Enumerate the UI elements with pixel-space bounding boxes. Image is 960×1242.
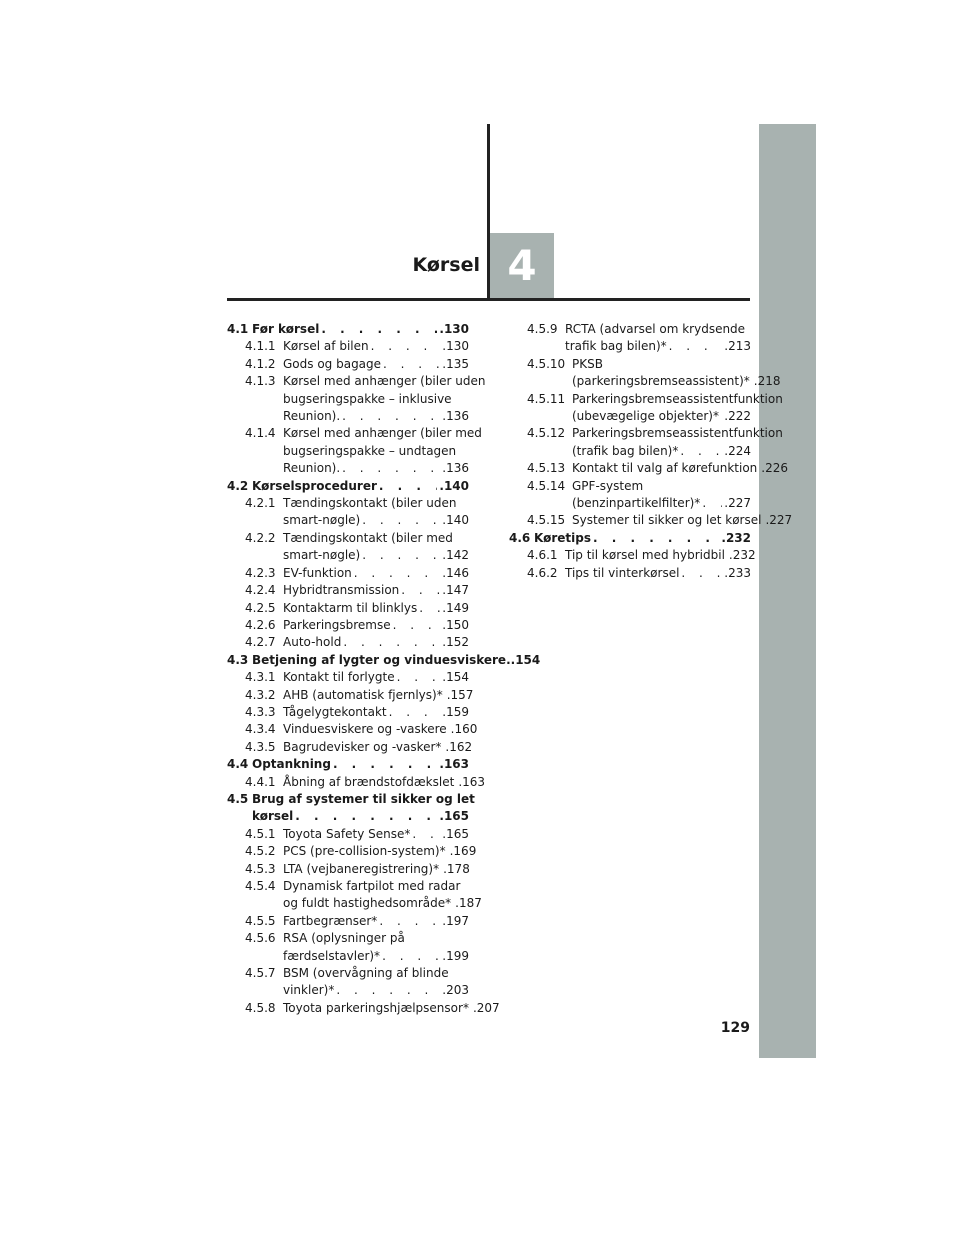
toc-section[interactable]: [227, 478, 469, 495]
toc-entry-text: AHB (automatisk fjernlys)*: [283, 687, 443, 702]
toc-subsection[interactable]: [509, 321, 751, 356]
toc-entry-text: BSM (overvågning af blinde: [283, 966, 449, 981]
chapter-number-box: [490, 233, 554, 298]
toc-page-ref: .160: [450, 722, 478, 737]
toc-entry-text: smart-nøgle): [283, 548, 361, 563]
toc-subsection[interactable]: [227, 634, 469, 651]
toc-subsection[interactable]: [227, 739, 473, 756]
toc-entry-text: bugseringspakke – inklusive: [283, 391, 452, 406]
toc-subsection[interactable]: [509, 425, 783, 460]
chapter-number: 4: [507, 241, 537, 290]
toc-entry-text: Toyota Safety Sense*: [283, 826, 411, 841]
toc-subsection[interactable]: [227, 373, 486, 425]
toc-entry-number: 4.3.2: [245, 687, 276, 702]
toc-dot-leader: [362, 512, 440, 529]
toc-dot-leader: [342, 408, 440, 425]
toc-dot-leader: [389, 704, 441, 721]
toc-entry-text: Parkeringsbremse: [283, 617, 391, 632]
toc-page-ref: .135: [442, 356, 469, 371]
toc-entry-text: (ubevægelige objekter)*: [572, 409, 719, 424]
toc-page-ref: .178: [443, 861, 470, 876]
toc-section[interactable]: [509, 530, 751, 547]
toc-page-ref: .165: [442, 826, 469, 841]
toc-subsection[interactable]: [227, 600, 469, 617]
toc-subsection[interactable]: [227, 826, 469, 843]
toc-subsection[interactable]: [227, 965, 469, 1000]
toc-page-ref: .232: [728, 548, 756, 563]
toc-page-ref: .136: [442, 409, 469, 424]
toc-entry-number: 4.5.3: [245, 861, 276, 876]
toc-dot-leader: [354, 565, 440, 582]
toc-entry-number: 4.4: [227, 757, 249, 772]
toc-entry-text: Reunion).: [283, 409, 341, 424]
toc-dot-leader: [397, 669, 441, 686]
toc-page-ref: .222: [724, 409, 751, 424]
toc-page-ref: .154: [442, 670, 469, 685]
toc-column-left: [227, 321, 541, 1017]
toc-entry-number: 4.2.5: [245, 600, 276, 615]
toc-page-ref: .149: [442, 600, 469, 615]
toc-subsection[interactable]: [509, 460, 788, 477]
toc-entry-text: Tips til vinterkørsel: [565, 565, 680, 580]
toc-entry-number: 4.2.4: [245, 583, 276, 598]
toc-subsection[interactable]: [227, 913, 469, 930]
toc-page-ref: .187: [455, 896, 482, 911]
toc-entry-text: Tændingskontakt (biler uden: [283, 496, 457, 511]
toc-entry-text: Auto-hold: [283, 635, 342, 650]
toc-entry-number: 4.5.10: [527, 356, 566, 371]
toc-entry-text: bugseringspakke – undtagen: [283, 443, 457, 458]
toc-entry-text: kørsel: [252, 809, 294, 824]
chapter-title: Kørsel: [412, 254, 480, 276]
toc-entry-number: 4.3.4: [245, 722, 276, 737]
toc-entry-number: 4.1.1: [245, 339, 276, 354]
toc-dot-leader: [379, 478, 437, 495]
toc-page-ref: .146: [442, 565, 469, 580]
toc-page-ref: .224: [724, 443, 751, 458]
toc-page-ref: .147: [442, 583, 469, 598]
toc-subsection[interactable]: [227, 861, 469, 878]
toc-dot-leader: [593, 530, 719, 547]
chapter-side-tab: [759, 124, 816, 1058]
toc-dot-leader: [681, 565, 722, 582]
toc-entry-text: Kørselsprocedurer: [252, 478, 377, 493]
toc-entry-number: 4.1: [227, 322, 249, 336]
toc-subsection[interactable]: [227, 617, 469, 634]
toc-subsection[interactable]: [227, 687, 474, 704]
toc-entry-number: 4.5.1: [245, 826, 276, 841]
toc-subsection[interactable]: [227, 565, 469, 582]
toc-entry-number: 4.1.3: [245, 374, 276, 389]
toc-dot-leader: [382, 948, 440, 965]
toc-entry-text: GPF-system: [572, 478, 644, 493]
toc-section[interactable]: [227, 321, 469, 338]
toc-entry-text: Betjening af lygter og vinduesviskere.: [252, 652, 511, 667]
toc-entry-number: 4.3.5: [245, 739, 276, 754]
toc-entry-number: 4.3.3: [245, 704, 276, 719]
toc-entry-text: Toyota parkeringshjælpsensor*: [283, 1000, 469, 1015]
toc-subsection[interactable]: [227, 774, 486, 791]
toc-entry-number: 4.5.15: [527, 513, 566, 528]
toc-page-ref: .154: [510, 652, 541, 667]
toc-page-ref: .130: [442, 339, 469, 354]
toc-page-ref: .218: [753, 374, 781, 389]
toc-entry-number: 4.6.2: [527, 565, 558, 580]
toc-entry-number: 4.5.6: [245, 931, 276, 946]
toc-subsection[interactable]: [227, 495, 469, 530]
toc-dot-leader: [342, 460, 440, 477]
toc-dot-leader: [333, 756, 437, 773]
toc-subsection[interactable]: [227, 1000, 500, 1017]
toc-entry-number: 4.1.2: [245, 356, 276, 371]
toc-entry-text: Parkeringsbremseassistentfunktion: [572, 391, 783, 406]
toc-entry-number: 4.2.1: [245, 496, 276, 511]
toc-dot-leader: [669, 338, 723, 355]
toc-entry-number: 4.3.1: [245, 670, 276, 685]
toc-subsection[interactable]: [227, 338, 469, 355]
toc-entry-number: 4.5.14: [527, 478, 566, 493]
toc-entry-text: Vinduesviskere og -vaskere: [283, 722, 447, 737]
toc-entry-number: 4.6: [509, 530, 531, 545]
toc-entry-text: trafik bag bilen)*: [565, 339, 667, 354]
toc-dot-leader: [393, 617, 441, 634]
toc-entry-text: smart-nøgle): [283, 513, 361, 528]
toc-entry-text: Dynamisk fartpilot med radar: [283, 879, 461, 893]
toc-dot-leader: [412, 826, 440, 843]
toc-entry-text: Tændingskontakt (biler med: [283, 530, 453, 545]
toc-dot-leader: [702, 495, 722, 512]
toc-entry-text: Hybridtransmission: [283, 583, 400, 598]
header-horizontal-rule: [227, 298, 750, 301]
toc-dot-leader: [336, 982, 440, 999]
toc-entry-number: 4.6.1: [527, 548, 558, 563]
toc-subsection[interactable]: [509, 478, 751, 513]
toc-entry-number: 4.5.13: [527, 461, 566, 476]
toc-dot-leader: [343, 634, 440, 651]
toc-page-ref: .232: [721, 530, 751, 545]
toc-entry-number: 4.5.5: [245, 913, 276, 928]
toc-dot-leader: [295, 808, 437, 825]
toc-entry-text: vinkler)*: [283, 983, 335, 998]
toc-entry-text: PCS (pre-collision-system)*: [283, 844, 446, 859]
toc-section[interactable]: [227, 756, 469, 773]
toc-subsection[interactable]: [509, 356, 781, 391]
toc-entry-text: Kørsel med anhænger (biler uden: [283, 374, 486, 389]
toc-page-ref: .165: [439, 809, 469, 824]
toc-page-ref: .227: [724, 496, 751, 511]
toc-dot-leader: [721, 408, 722, 425]
toc-subsection[interactable]: [227, 721, 478, 738]
toc-dot-leader: [362, 547, 440, 564]
toc-subsection[interactable]: [227, 425, 482, 477]
toc-page-ref: .136: [442, 461, 469, 476]
toc-entry-text: RCTA (advarsel om krydsende: [565, 322, 746, 336]
toc-page-ref: .163: [439, 757, 469, 772]
toc-subsection[interactable]: [227, 930, 469, 965]
toc-entry-number: 4.2.2: [245, 530, 276, 545]
toc-subsection[interactable]: [227, 843, 477, 860]
toc-page-ref: .197: [442, 913, 469, 928]
toc-page-ref: .213: [724, 339, 751, 354]
toc-dot-leader: [379, 913, 440, 930]
toc-subsection[interactable]: [509, 391, 783, 426]
toc-page-ref: .207: [472, 1000, 500, 1015]
toc-subsection[interactable]: [227, 582, 469, 599]
toc-page-ref: .227: [765, 513, 793, 528]
toc-subsection[interactable]: [227, 669, 469, 686]
toc-entry-text: Før kørsel: [252, 322, 320, 336]
toc-entry-text: Fartbegrænser*: [283, 913, 378, 928]
toc-entry-number: 4.2.6: [245, 617, 276, 632]
toc-subsection[interactable]: [227, 356, 469, 373]
toc-page-ref: .163: [458, 774, 486, 789]
toc-column-right: [509, 321, 793, 582]
toc-page-ref: .150: [442, 617, 469, 632]
toc-entry-number: 4.2: [227, 478, 249, 493]
toc-page-ref: .233: [724, 565, 751, 580]
toc-entry-text: PKSB: [572, 356, 603, 371]
toc-entry-text: EV-funktion: [283, 565, 352, 580]
toc-entry-number: 4.2.7: [245, 635, 276, 650]
toc-entry-text: færdselstavler)*: [283, 948, 381, 963]
toc-page-ref: .162: [445, 739, 473, 754]
toc-page-ref: .152: [442, 635, 469, 650]
toc-dot-leader: [401, 582, 440, 599]
toc-page-ref: .159: [442, 704, 469, 719]
toc-entry-text: Optankning: [252, 757, 331, 772]
toc-entry-text: Kørsel med anhænger (biler med: [283, 426, 482, 441]
toc-entry-number: 4.1.4: [245, 426, 276, 441]
toc-page-ref: .226: [761, 461, 788, 476]
toc-dot-leader: [371, 338, 441, 355]
toc-dot-leader: [680, 443, 722, 460]
toc-subsection[interactable]: [509, 565, 751, 582]
toc-entry-number: 4.5.8: [245, 1000, 276, 1015]
toc-entry-text: og fuldt hastighedsområde*: [283, 896, 452, 911]
toc-entry-text: (benzinpartikelfilter)*: [572, 496, 701, 511]
toc-page-ref: .203: [442, 983, 469, 998]
toc-dot-leader: [321, 321, 437, 338]
toc-entry-text: RSA (oplysninger på: [283, 931, 405, 946]
toc-dot-leader: [419, 600, 440, 617]
toc-subsection[interactable]: [227, 878, 482, 913]
toc-subsection[interactable]: [509, 512, 793, 529]
toc-entry-text: Parkeringsbremseassistentfunktion: [572, 426, 783, 441]
toc-subsection[interactable]: [509, 547, 756, 564]
toc-entry-text: Tip til kørsel med hybridbil: [565, 548, 725, 563]
toc-entry-text: (trafik bag bilen)*: [572, 443, 679, 458]
toc-section[interactable]: [227, 791, 475, 826]
toc-entry-text: Køretips: [534, 530, 591, 545]
toc-entry-text: (parkeringsbremseassistent)*: [572, 374, 750, 389]
toc-entry-number: 4.5.7: [245, 966, 276, 981]
toc-entry-text: Systemer til sikker og let kørsel: [572, 513, 762, 528]
toc-page-ref: .199: [442, 948, 469, 963]
toc-entry-text: LTA (vejbaneregistrering)*: [283, 861, 440, 876]
toc-section[interactable]: [227, 652, 541, 669]
toc-entry-number: 4.4.1: [245, 774, 276, 789]
toc-entry-text: Tågelygtekontakt: [283, 704, 387, 719]
toc-page-ref: .140: [439, 478, 469, 493]
toc-entry-number: 4.5.11: [527, 391, 566, 406]
toc-page-ref: .140: [442, 513, 469, 528]
toc-entry-number: 4.2.3: [245, 565, 276, 580]
toc-entry-text: Reunion).: [283, 461, 341, 476]
toc-entry-text: Kontaktarm til blinklys: [283, 600, 418, 615]
toc-entry-number: 4.3: [227, 652, 249, 667]
toc-page-ref: .157: [446, 687, 474, 702]
toc-subsection[interactable]: [227, 530, 469, 565]
toc-entry-text: Kontakt til forlygte: [283, 670, 395, 685]
toc-entry-text: Kørsel af bilen: [283, 339, 369, 354]
toc-dot-leader: [383, 356, 440, 373]
toc-entry-text: Brug af systemer til sikker og let: [252, 791, 475, 806]
toc-entry-number: 4.5.9: [527, 322, 558, 336]
toc-page-ref: .130: [439, 322, 469, 336]
toc-entry-text: Bagrudevisker og -vasker*: [283, 739, 442, 754]
toc-page-ref: .142: [442, 548, 469, 563]
toc-subsection[interactable]: [227, 704, 469, 721]
toc-entry-number: 4.5.2: [245, 844, 276, 859]
toc-entry-text: Gods og bagage: [283, 356, 382, 371]
toc-page-ref: .169: [449, 844, 477, 859]
toc-entry-number: 4.5.12: [527, 426, 566, 441]
toc-entry-number: 4.5.4: [245, 879, 276, 893]
toc-entry-number: 4.5: [227, 791, 249, 806]
toc-entry-text: Kontakt til valg af kørefunktion: [572, 461, 758, 476]
toc-entry-text: Åbning af brændstofdækslet: [283, 774, 455, 789]
page-number: 129: [720, 1020, 750, 1036]
